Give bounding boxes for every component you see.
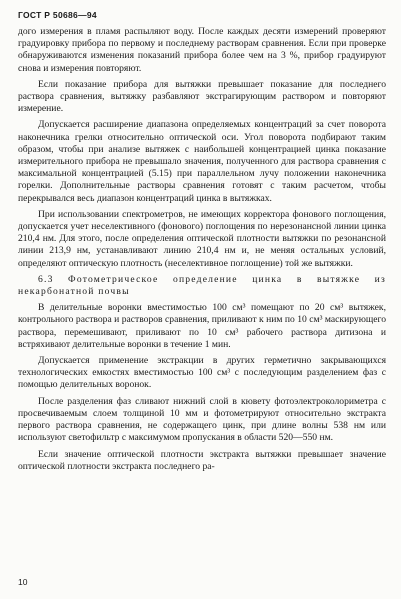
paragraph-separatory-funnels: В делительные воронки вместимостью 100 см³ помещают по 20 см³ вытяжек, контрольного раствора и растворов сравнения, приливают к ним по 10 см³ маскирующего раствора, перемешивают, приливают по 10 см³ рабочего раствора дитизона и встряхивают делительные воронки в течение 1 мин. [18, 302, 386, 350]
paragraph-range-extension: Допускается расширение диапазона определяемых концентраций за счет поворота наконечника грелки относительно оптической оси. Угол поворота подбирают таким образом, чтобы при анализе вытяжек с наибольшей концентрацией цинка показание измерительного прибора не превышало значения, полученного для раствора сравнения с максимальной концентрацией (5.15) при параллельном лучу положении наконечника горелки. Дополнительные растворы сравнения готовят с таким расчетом, чтобы перекрывался весь диапазон концентраций цинка в вытяжках. [18, 119, 386, 204]
standard-header: ГОСТ Р 50686—94 [18, 10, 97, 20]
paragraph-continued: дого измерения в пламя распыляют воду. После каждых десяти измерений проверяют градуировку прибора по первому и последнему растворам сравнения. Если при проверке обнаруживаются изменения показаний прибора более чем на 3 %, прибор градуируют снова и измерения повторяют. [18, 26, 386, 74]
section-heading-6-3: 6.3 Фотометрическое определение цинка в вытяжке из некарбонатной почвы [18, 273, 386, 298]
paragraph-optical-density: Если значение оптической плотности экстракта вытяжки превышает значение оптической плотности экстракта последнего ра- [18, 448, 386, 472]
paragraph-photometry: После разделения фаз сливают нижний слой в кювету фотоэлектроколориметра с просвечиваемым слоем толщиной 10 мм и фотометрируют относительно экстракта первого раствора сравнения, не содержащего цинк, при длине волны 538 нм или используют светофильтр с максимумом пропускания в области 520—550 нм. [18, 395, 386, 444]
document-body [18, 26, 386, 477]
paragraph-background-correction: При использовании спектрометров, не имеющих корректора фонового поглощения, допускается учет неселективного (фонового) поглощения по нерезонансной линии цинка 210,4 нм. Для этого, после определения оптической плотности вытяжки по резонансной линии 213,9 нм, устанавливают линию 210,4 нм и, не меняя остальных условий, определяют оптическую плотность (неселективное поглощение) той же вытяжки. [18, 208, 386, 269]
page-number: 10 [18, 577, 28, 587]
paragraph-extraction-alternatives: Допускается применение экстракции в других герметично закрывающихся технологических емкостях вместимостью 100 см³ с последующим разделением фаз с помощью делительных воронок. [18, 355, 386, 391]
paragraph-dilution: Если показание прибора для вытяжки превышает показание для последнего раствора сравнения, вытяжку разбавляют экстрагирующим раствором и повторяют измерение. [18, 78, 386, 115]
